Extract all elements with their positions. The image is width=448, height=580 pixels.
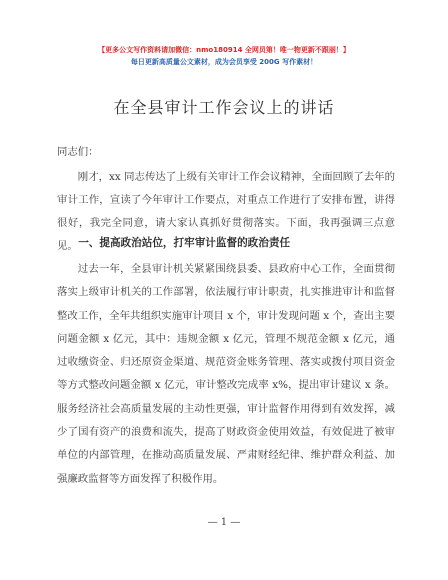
promo-banner-line-2: 每日更新高质量公文素材，成为会员享受 200G 写作素材！ <box>130 58 318 66</box>
paragraph-section-1: 过去一年，全县审计机关紧紧围绕县委、县政府中心工作，全面贯彻落实上级审计机关的工作部署，依法履行审计职责，扎实推进审计和监督整改工作，全年共组织实施审计项目 x 个，审计发现问题 x 个，查出主要问题金额 x 亿元，其中：违规金额 x 亿元，管理不规范金额 x 亿元，通过收缴资金、归还原资金渠道、规范资金账务管理、落实或拨付项目资金等方式整改问题金额 x 亿元，审计整改完成率 x%，提出审计建议 x 条。服务经济社会高质量发展的主动性更强，审计监督作用得到有效发挥，减少了国有资产的浪费和流失，提高了财政资金使用效益，有效促进了被审单位的内部管理，在推动高质量发展、严肃财经纪律、维护群众利益、加强廉政监督等方面发挥了积极作用。 <box>57 263 395 485</box>
salutation: 同志们： <box>57 146 99 158</box>
document-title: 在全县审计工作会议上的讲话 <box>113 98 335 117</box>
page-number: — 1 — <box>207 517 241 528</box>
section-heading-1: 一、提高政治站位，打牢审计监督的政治责任 <box>78 237 291 249</box>
promo-banner-line-1: 【更多公文写作资料请加微信：nmo180914 全网员第！唯一物更新不跟丽！】 <box>98 46 350 54</box>
paragraph-intro: 刚才，xx 同志传达了上级有关审计工作会议精神，全面回顾了去年的审计工作，宣读了今年审计工作要点，对重点工作进行了安排布置，讲得很好，我完全同意，请大家认真抓好贯彻落实。下面，我再强调三点意见。 <box>57 171 395 252</box>
